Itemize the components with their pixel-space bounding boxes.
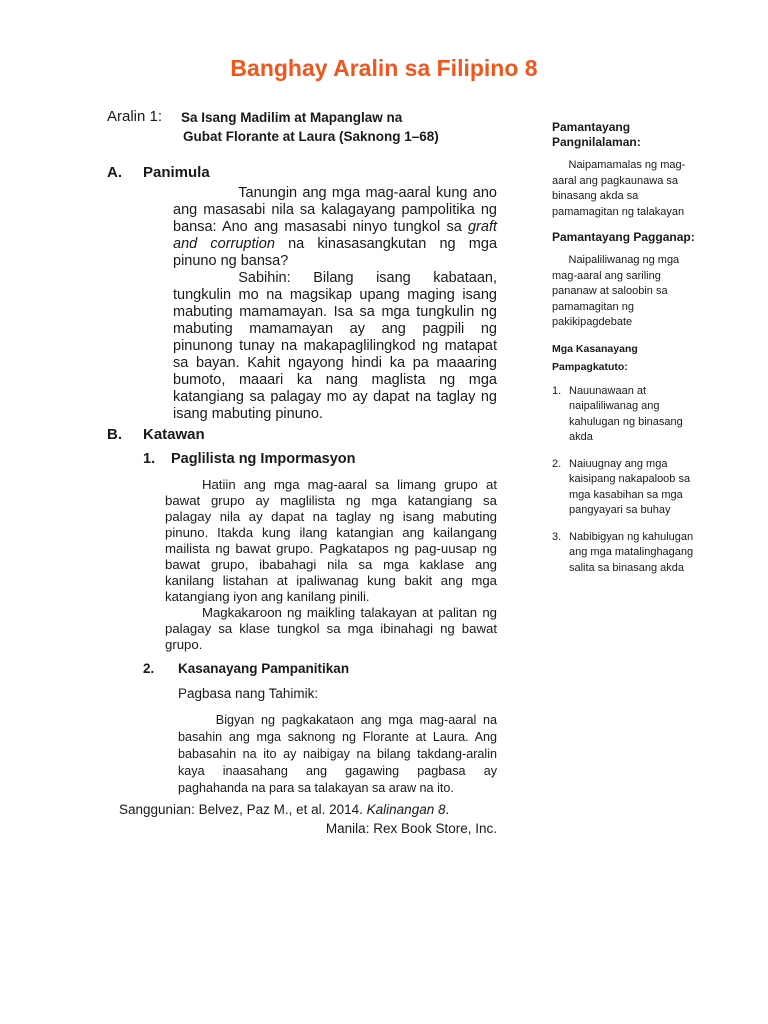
section-a-heading: Panimula — [143, 164, 210, 181]
section-a-letter: A. — [107, 164, 122, 181]
section-b-heading: Katawan — [143, 426, 205, 443]
section-a-paragraph-1: Tanungin ang mga mag-aaral kung ano ang masasabi nila sa kalagayang pampolitika ng bansa: Ano ang masasabi ninyo tungkol sa graft and corruption na kinasasangkutan ng mga pinuno ng bansa? — [173, 185, 498, 269]
lesson-header — [107, 108, 497, 164]
subsection-1-heading: Paglilista ng Impormasyon — [171, 451, 356, 467]
performance-standard-text: Naipaliliwanag ng mga mag-aaral ang sariling pananaw at saloobin sa pamamagitan ng pakikipagdebate — [552, 254, 680, 328]
lesson-title-line2: Gubat Florante at Laura (Saknong 1–68) — [183, 129, 439, 144]
list-item: 3. Nabibigyan ng kahulugan ang mga matalinghagang salita sa binasang akda — [552, 530, 694, 574]
reference-line-1: Sanggunian: Belvez, Paz M., et al. 2014. Kalinangan 8. — [119, 802, 450, 817]
page-title: Banghay Aralin sa Filipino 8 — [230, 55, 538, 81]
section-b-letter: B. — [107, 426, 122, 443]
lesson-plan-body — [107, 108, 497, 839]
performance-standard-heading: Pamantayang Pagganap: — [552, 230, 695, 244]
lesson-number: Aralin 1: — [107, 108, 163, 125]
skills-list — [552, 384, 704, 577]
subsection-1-header — [107, 451, 497, 471]
content-standard-heading: Pamantayang Pangnilalaman: — [552, 120, 641, 149]
subsection-1-number: 1. — [143, 451, 156, 467]
section-b-header — [107, 426, 497, 447]
reference-line-2: Manila: Rex Book Store, Inc. — [325, 821, 497, 836]
reading-label: Pagbasa nang Tahimik: — [178, 686, 319, 701]
subsection-2-paragraph: Bigyan ng pagkakataon ang mga mag-aaral na basahin ang mga saknong ng Florante at Laura. Ang babasahin na ito ay naibigay na bilang takdang-aralin kaya inaasahang ang gagawing pagbasa ay paghahanda na para sa talakayan sa araw na ito. — [178, 713, 497, 795]
list-item: 2. Naiuugnay ang mga kaisipang nakapaloob sa mga kasabihan sa mga pangyayari sa buhay — [552, 457, 691, 516]
sidebar-standards — [552, 120, 704, 587]
content-standard-text: Naipamamalas ng mag-aaral ang pagkaunawa sa binasang akda sa pamamagitan ng talakayan — [552, 159, 686, 218]
section-a-header — [107, 164, 497, 185]
lesson-title-line1: Sa Isang Madilim at Mapanglaw na — [181, 110, 403, 125]
skills-heading: Mga Kasanayang Pampagkatuto: — [552, 342, 638, 373]
subsection-2-number: 2. — [143, 661, 155, 676]
subsection-2-heading: Kasanayang Pampanitikan — [178, 661, 350, 676]
subsection-1-paragraph-1: Hatiin ang mga mag-aaral sa limang grupo at bawat grupo ay maglilista ng mga katangiang sa palagay nila ay dapat na taglay ng isang mabuting pinuno. Itakda kung ilang katangian ang kailangang mailista ng bawat grupo. Pagkatapos ng pag-uusap ng bawat grupo, ibabahagi nila sa mga kaklase ang kanilang listahan at ipaliwanag kung bakit ang mga katangiang iyon ang kanilang pinili. — [165, 477, 497, 604]
list-item: 1. Nauunawaan at naipaliliwanag ang kahulugan ng binasang akda — [552, 384, 683, 443]
subsection-2-header — [107, 661, 497, 681]
section-a-paragraph-2: Sabihin: Bilang isang kabataan, tungkulin mo na magsikap upang maging isang mabuting mamamayan. Isa sa mga tungkulin ng mabuting mamamayan ay ang pagpili ng pinunong tunay na makapaglilingkod ng matapat sa bayan. Kahit ngayong hindi ka pa maaaring bumoto, maaari ka nang maglista ng mga katangiang sa palagay mo ay dapat na taglay ng isang mabuting pinuno. — [173, 270, 497, 422]
subsection-1-paragraph-2: Magkakaroon ng maikling talakayan at palitan ng palagay sa klase tungkol sa mga ibinahagi ng bawat grupo. — [165, 605, 497, 652]
